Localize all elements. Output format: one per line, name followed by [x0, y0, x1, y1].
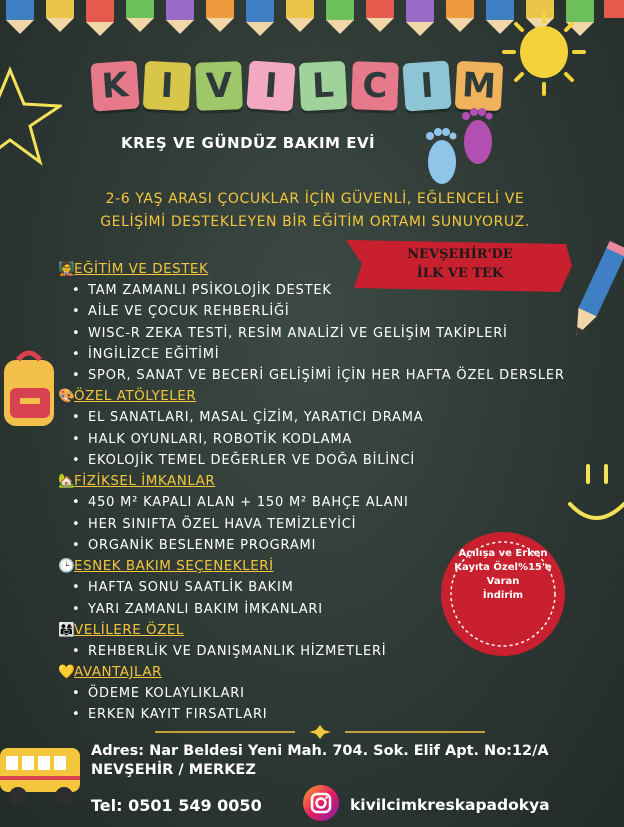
- logo-letter-tile: M: [455, 61, 503, 111]
- list-item: • İNGİLİZCE EĞİTİMİ: [58, 344, 598, 365]
- banner-line-2: İLK VE TEK: [416, 266, 504, 281]
- section-emoji-icon: 🕒: [58, 558, 76, 575]
- address-line-2: NEVŞEHİR / MERKEZ: [91, 762, 256, 778]
- section: [58, 662, 598, 726]
- list-item: • HER SINIFTA ÖZEL HAVA TEMİZLEYİCİ: [58, 514, 598, 535]
- school-bus-icon: [0, 742, 86, 808]
- logo-letter-tile: C: [351, 61, 399, 111]
- phone-number[interactable]: Tel: 0501 549 0050: [91, 796, 262, 815]
- section-heading: [58, 259, 598, 280]
- section-emoji-icon: 💛: [58, 664, 76, 681]
- section-heading: [58, 662, 598, 683]
- divider-star: [155, 725, 485, 739]
- section: [58, 259, 598, 386]
- list-item: • EKOLOJİK TEMEL DEĞERLER VE DOĞA BİLİNCİ: [58, 450, 598, 471]
- section-title: ÖZEL ATÖLYELER: [74, 388, 197, 405]
- logo-letter-tile: K: [90, 60, 139, 111]
- address-line-1: Adres: Nar Beldesi Yeni Mah. 704. Sok. Elif Apt. No:12/A: [91, 743, 549, 759]
- list-item: • HALK OYUNLARI, ROBOTİK KODLAMA: [58, 429, 598, 450]
- list-item: • AİLE VE ÇOCUK REHBERLİĞİ: [58, 301, 598, 322]
- list-item: • 450 M² KAPALI ALAN + 150 M² BAHÇE ALANI: [58, 492, 598, 513]
- section: [58, 386, 598, 471]
- list-item: • YARI ZAMANLI BAKIM İMKANLARI: [58, 599, 598, 620]
- logo-letter-tile: V: [195, 61, 243, 111]
- intro-text: [40, 188, 590, 234]
- subtitle: KREŞ VE GÜNDÜZ BAKIM EVİ: [121, 134, 376, 152]
- list-item: • ORGANİK BESLENME PROGRAMI: [58, 535, 598, 556]
- logo-letter-tile: I: [402, 60, 451, 111]
- instagram-handle[interactable]: kivilcimkreskapadokya: [350, 796, 550, 814]
- footprints-icon: [418, 100, 504, 192]
- list-item: • TAM ZAMANLI PSİKOLOJİK DESTEK: [58, 280, 598, 301]
- section-emoji-icon: 🧑‍🏫: [58, 261, 76, 277]
- discount-badge: [436, 527, 570, 661]
- section-heading: [58, 386, 598, 407]
- badge-text: [450, 547, 556, 603]
- backpack-icon: [0, 350, 58, 430]
- section-title: AVANTAJLAR: [74, 664, 162, 681]
- section-emoji-icon: 👨‍👩‍👧: [58, 621, 76, 638]
- star-icon: [0, 66, 62, 166]
- section-title: ESNEK BAKIM SEÇENEKLERİ: [74, 558, 274, 575]
- badge-line-3: Varan: [486, 576, 520, 587]
- section-title: VELİLERE ÖZEL: [74, 621, 184, 638]
- list-item: • HAFTA SONU SAATLİK BAKIM: [58, 577, 598, 598]
- intro-line-2: GELİŞİMİ DESTEKLEYEN BİR EĞİTİM ORTAMI SUNUYORUZ.: [100, 214, 530, 230]
- section-title: EĞİTİM VE DESTEK: [74, 261, 209, 277]
- sun-icon: [486, 8, 596, 104]
- intro-line-1: 2-6 YAŞ ARASI ÇOCUKLAR İÇİN GÜVENLİ, EĞLENCELİ VE: [105, 191, 525, 207]
- badge-line-2: Kayıta Özel%15'e: [454, 562, 552, 573]
- section-emoji-icon: 🎨: [58, 388, 76, 405]
- section-emoji-icon: 🏡: [58, 473, 76, 490]
- section-heading: [58, 471, 598, 492]
- list-item: • EL SANATLARI, MASAL ÇİZİM, YARATICI DRAMA: [58, 407, 598, 428]
- list-item: • SPOR, SANAT VE BECERİ GELİŞİMİ İÇİN HER HAFTA ÖZEL DERSLER: [58, 365, 598, 386]
- badge-line-4: İndirim: [482, 590, 524, 601]
- address: [91, 742, 549, 780]
- badge-line-1: Açılışa ve Erken: [458, 548, 548, 559]
- section-title: FİZİKSEL İMKANLAR: [74, 473, 216, 490]
- banner-line-1: NEVŞEHİR'DE: [407, 247, 513, 262]
- instagram-icon[interactable]: [303, 785, 339, 821]
- logo-letter-tile: L: [299, 61, 347, 111]
- logo-letter-tile: I: [143, 61, 191, 111]
- list-item: • REHBERLİK VE DANIŞMANLIK HİZMETLERİ: [58, 641, 598, 662]
- list-item: • WISC-R ZEKA TESTİ, RESİM ANALİZİ VE GELİŞİM TAKİPLERİ: [58, 323, 598, 344]
- list-item: • ÖDEME KOLAYLIKLARI: [58, 683, 598, 704]
- list-item: • ERKEN KAYIT FIRSATLARI: [58, 704, 598, 725]
- logo-letter-tile: I: [246, 60, 295, 111]
